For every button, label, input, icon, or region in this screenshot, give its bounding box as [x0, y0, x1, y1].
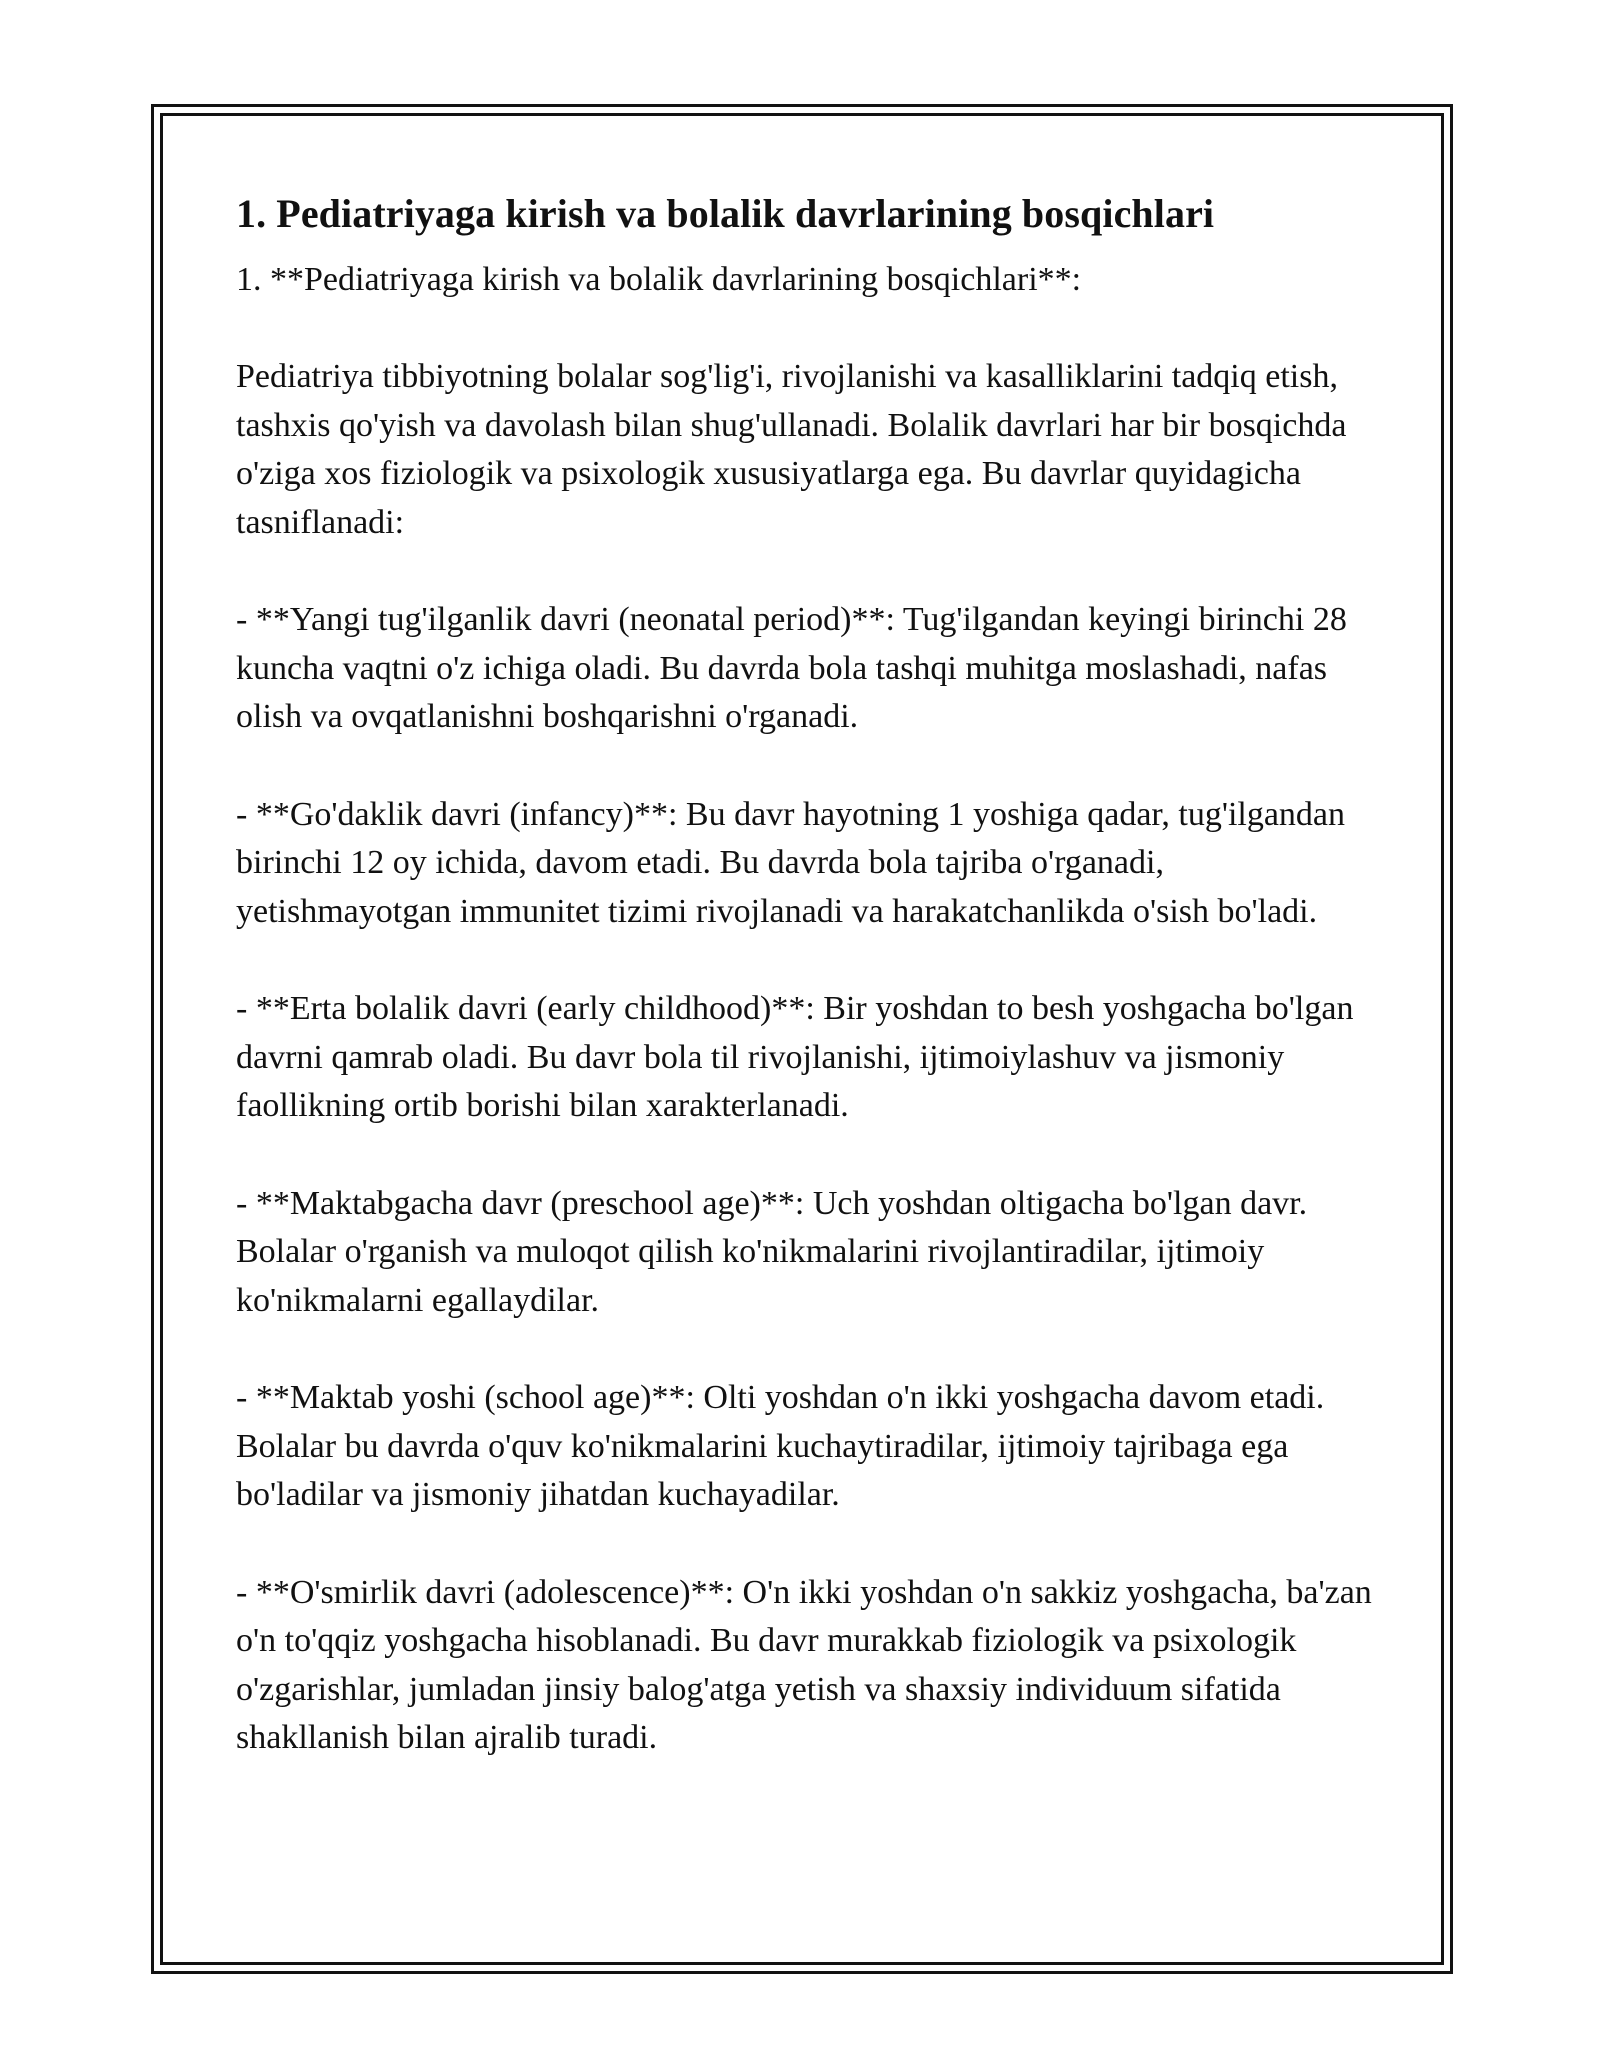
intro-paragraph: Pediatriya tibbiyotning bolalar sog'lig'i, rivojlanishi va kasalliklarini tadqiq etish, tashxis qo'yish va davolash bilan shug'ullanadi. Bolalik davrlari har bir bosqichda o'ziga xos fiziologik va psixologik xususiyatlarga ega. Bu davrlar quyidagicha tasniflanadi: — [236, 358, 1347, 541]
period-item-early-childhood: - **Erta bolalik davri (early childhood)**: Bir yoshdan to besh yoshgacha bo'lgan davrni qamrab oladi. Bu davr bola til rivojlanishi, ijtimoiylashuv va jismoniy faollikning ortib borishi bilan xarakterlanadi. — [236, 990, 1354, 1124]
period-item-adolescence: - **O'smirlik davri (adolescence)**: O'n ikki yoshdan o'n sakkiz yoshgacha, ba'zan o'n to'qqiz yoshgacha hisoblanadi. Bu davr murakkab fiziologik va psixologik o'zgarishlar, jumladan jinsiy balog'atga yetish va shaxsiy individuum sifatida shakllanish bilan ajralib turadi. — [236, 1573, 1372, 1756]
period-item-infancy: - **Go'daklik davri (infancy)**: Bu davr hayotning 1 yoshiga qadar, tug'ilgandan birinchi 12 oy ichida, davom etadi. Bu davrda bola tajriba o'rganadi, yetishmayotgan immunitet tizimi rivojlanadi va harakatchanlikda o'sish bo'ladi. — [236, 795, 1346, 930]
document-title: 1. Pediatriyaga kirish va bolalik davrlarining bosqichlari — [236, 191, 1215, 236]
section-heading: 1. **Pediatriyaga kirish va bolalik davrlarining bosqichlari**: — [236, 261, 1082, 298]
period-item-school-age: - **Maktab yoshi (school age)**: Olti yoshdan o'n ikki yoshgacha davom etadi. Bolalar bu davrda o'quv ko'nikmalarini kuchaytiradilar, ijtimoiy tajribaga ega bo'ladilar va jismoniy jihatdan kuchayadilar. — [236, 1379, 1325, 1513]
period-item-neonatal: - **Yangi tug'ilganlik davri (neonatal period)**: Tug'ilgandan keyingi birinchi 28 kuncha vaqtni o'z ichiga oladi. Bu davrda bola tashqi muhitga moslashadi, nafas olish va ovqatlanishni boshqarishni o'rganadi. — [236, 601, 1347, 735]
period-item-preschool: - **Maktabgacha davr (preschool age)**: Uch yoshdan oltigacha bo'lgan davr. Bolalar o'rganish va muloqot qilish ko'nikmalarini rivojlantiradilar, ijtimoiy ko'nikmalarni egallaydilar. — [236, 1184, 1308, 1319]
document-body — [236, 186, 1376, 1763]
